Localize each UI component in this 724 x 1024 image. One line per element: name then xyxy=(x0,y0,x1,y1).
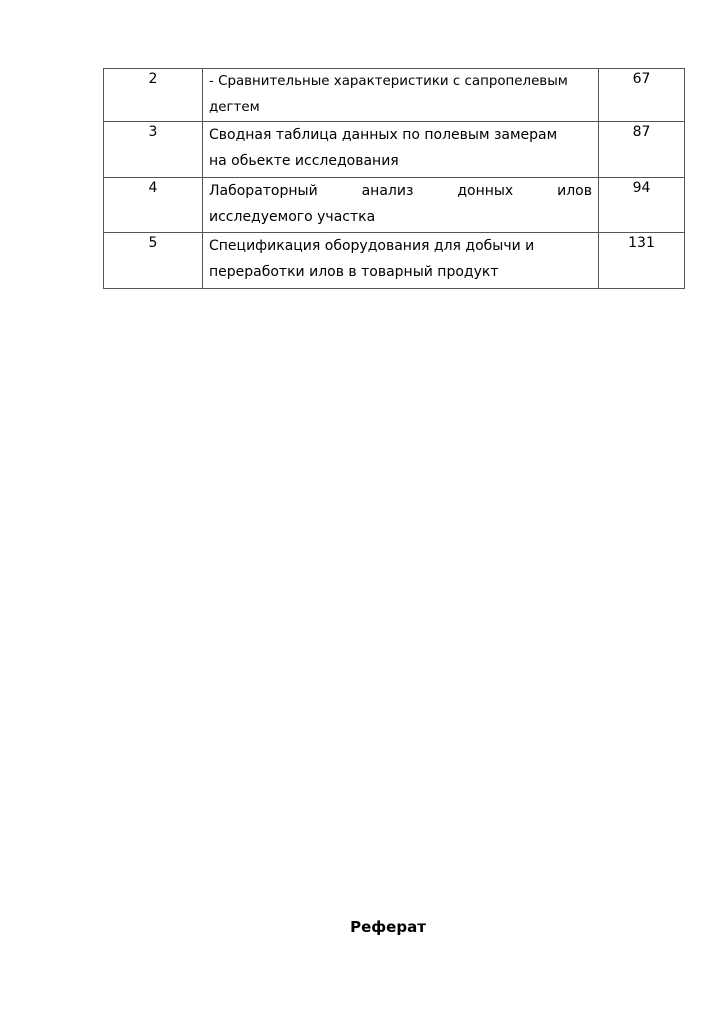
row-title xyxy=(203,69,599,122)
row-page-number: 87 xyxy=(599,122,685,178)
row-title-line: Сводная таблица данных по полевым замерам xyxy=(209,127,558,143)
row-title-line: Лабораторный анализ донных илов xyxy=(209,183,592,199)
row-number: 3 xyxy=(104,122,203,178)
section-heading: Реферат xyxy=(350,918,426,936)
table-row xyxy=(104,178,685,233)
table-row xyxy=(104,233,685,289)
row-number: 2 xyxy=(104,69,203,122)
row-title-line: исследуемого участка xyxy=(209,209,376,225)
row-page-number: 131 xyxy=(599,233,685,289)
row-title-line: - Сравнительные характеристики с сапропелевым xyxy=(209,74,568,89)
table-row xyxy=(104,122,685,178)
row-title-line: Спецификация оборудования для добычи и xyxy=(209,238,535,254)
row-title xyxy=(203,178,599,233)
table-row xyxy=(104,69,685,122)
row-title-line: переработки илов в товарный продукт xyxy=(209,264,499,280)
row-page-number: 67 xyxy=(599,69,685,122)
row-title xyxy=(203,122,599,178)
row-number: 4 xyxy=(104,178,203,233)
row-page-number: 94 xyxy=(599,178,685,233)
appendix-table xyxy=(103,68,685,289)
row-title-line: дегтем xyxy=(209,100,260,115)
row-number: 5 xyxy=(104,233,203,289)
row-title-line: на обьекте исследования xyxy=(209,153,399,169)
row-title xyxy=(203,233,599,289)
